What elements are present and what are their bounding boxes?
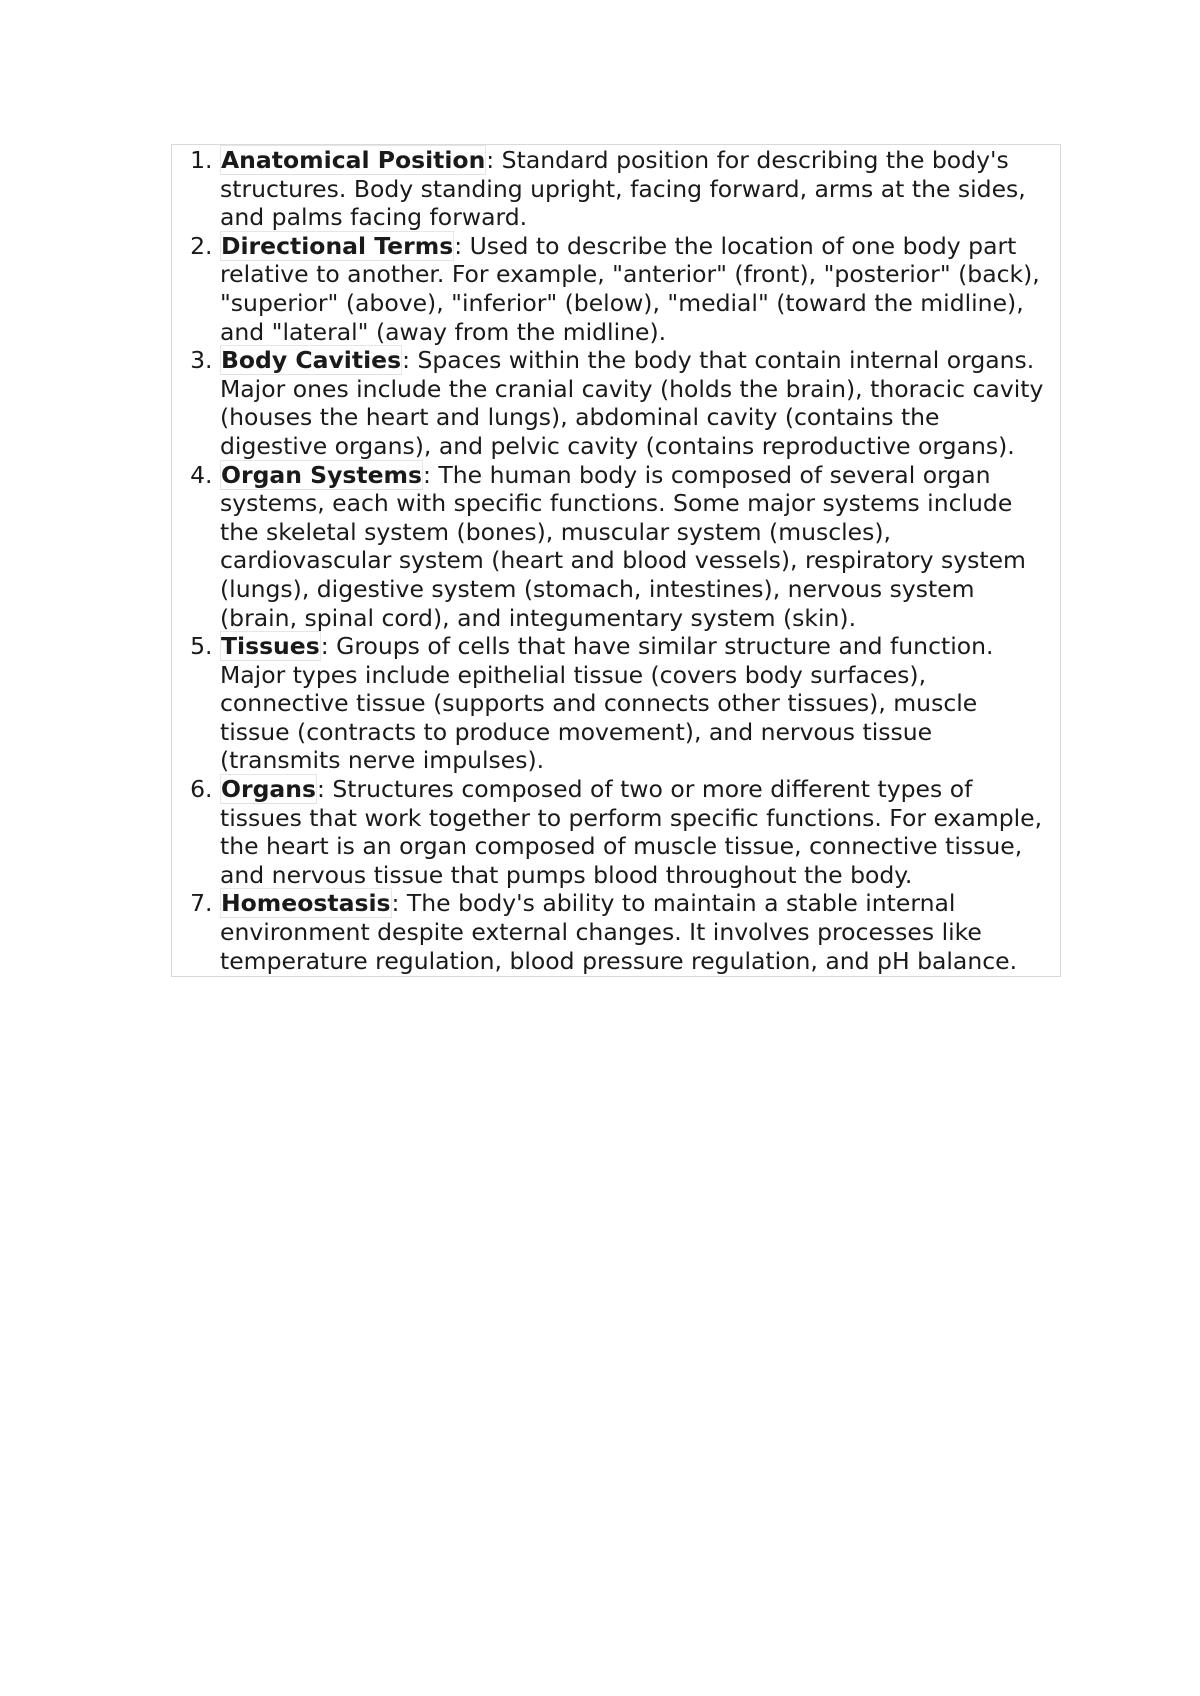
term-description: : The human body is composed of several organ systems, each with specific functions. Some major systems include the skeletal system (bones), muscular system (muscles), cardiovascular system (heart and blood vessels), respiratory system (lungs), digestive system (stomach, intestines), nervous system (brain, spinal cord), and integumentary system (skin). [220,460,1026,632]
list-item [220,632,1054,775]
term-heading: Tissues [221,632,320,661]
term-description: : The body's ability to maintain a stable internal environment despite external changes. It involves processes like temperature regulation, blood pressure regulation, and pH balance. [220,889,1018,975]
list-item [220,232,1054,346]
content-box [171,144,1061,977]
list-item [220,775,1054,889]
term-description: : Groups of cells that have similar structure and function. Major types include epithelial tissue (covers body surfaces), connective tissue (supports and connects other tissues), muscle tissue (contracts to produce movement), and nervous tissue (transmits nerve impulses). [220,632,994,775]
list-item [220,461,1054,633]
term-heading: Directional Terms [221,231,454,260]
term-description: : Spaces within the body that contain internal organs. Major ones include the cranial cavity (holds the brain), thoracic cavity (houses the heart and lungs), abdominal cavity (contains the digestive organs), and pelvic cavity (contains reproductive organs). [220,346,1044,460]
term-heading: Homeostasis [221,889,391,918]
term-description: : Used to describe the location of one body part relative to another. For example, "anterior" (front), "posterior" (back), "superior" (above), "inferior" (below), "medial" (toward the midline), and "lateral" (away from the midline). [220,231,1040,346]
term-heading: Body Cavities [221,346,402,375]
list-item [220,889,1054,975]
term-description: : Standard position for describing the body's structures. Body standing upright, facing forward, arms at the sides, and palms facing forward. [220,146,1026,232]
term-description: : Structures composed of two or more different types of tissues that work together to perform specific functions. For example, the heart is an organ composed of muscle tissue, connective tissue, and nervous tissue that pumps blood throughout the body. [220,775,1043,889]
list-item [220,146,1054,232]
term-heading: Organ Systems [221,460,423,489]
term-list [172,146,1054,975]
list-item [220,346,1054,460]
term-heading: Anatomical Position [221,146,486,174]
term-heading: Organs [221,775,316,804]
